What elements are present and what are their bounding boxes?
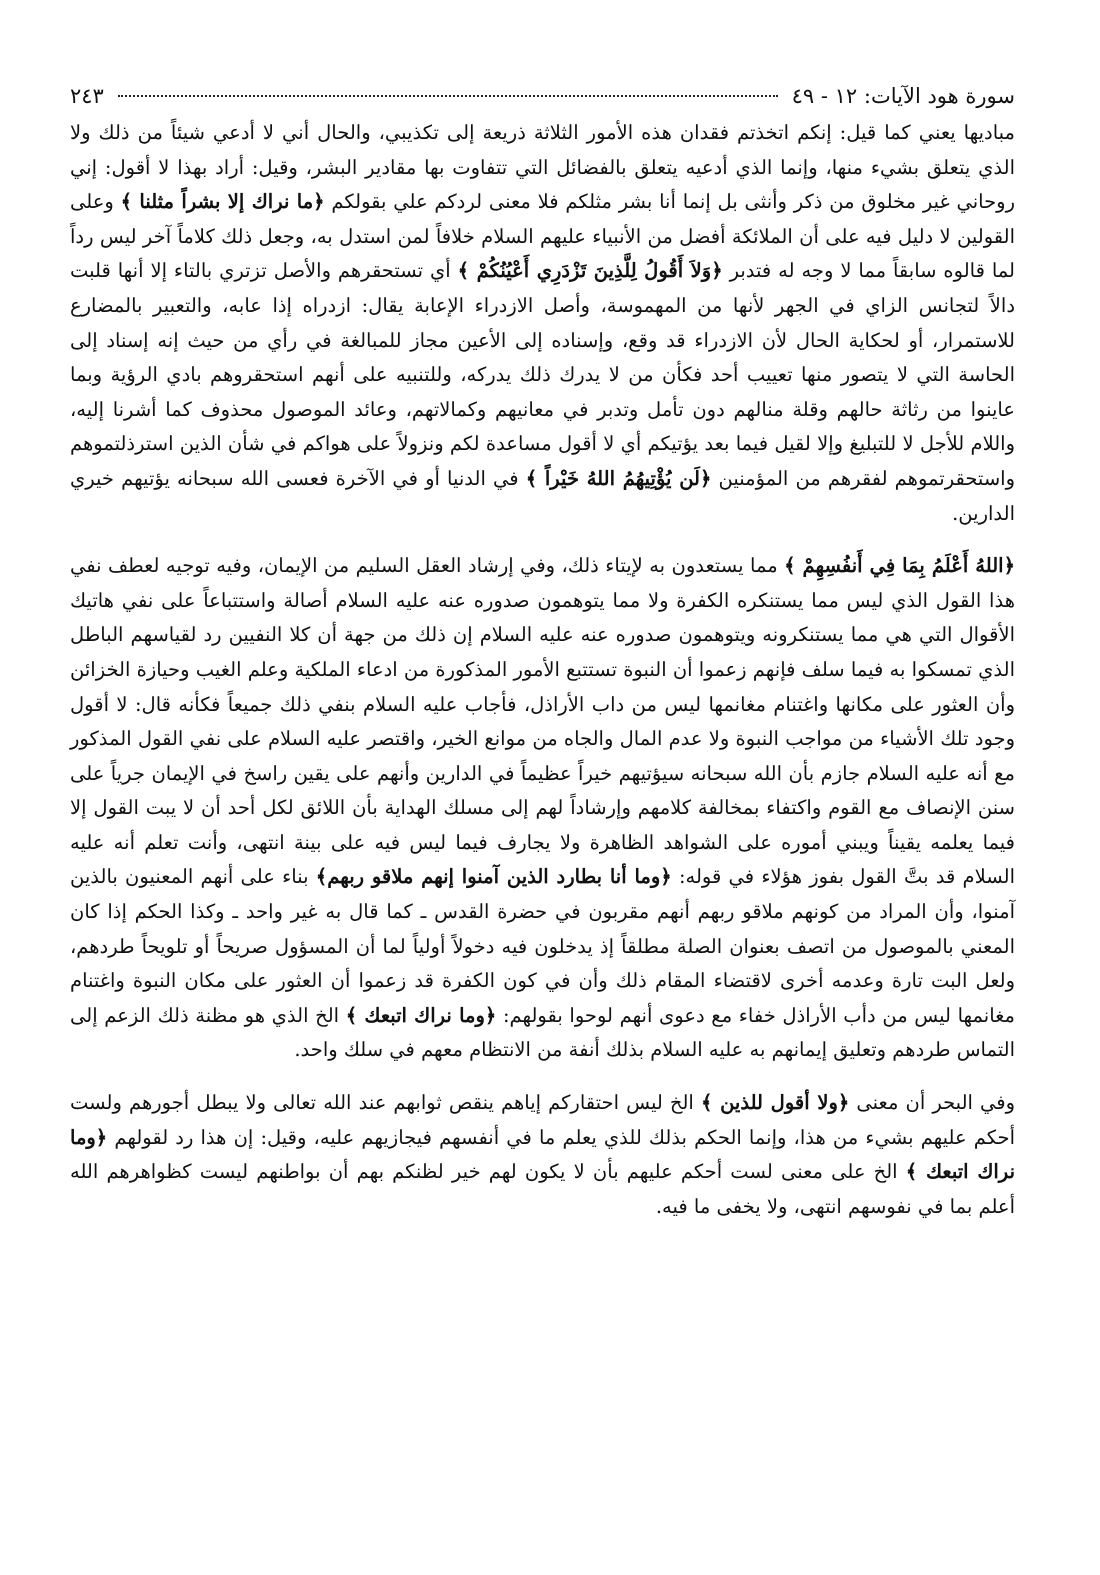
page-number: ٢٤٣ bbox=[70, 84, 104, 108]
text-run: الخ على معنى لست أحكم عليهم بأن لا يكون لهم خير لظنكم بهم أن بواطنهم ليست كظواهرهم الله أعلم بما في نفوسهم انتهى، ولا يخفى ما فيه. bbox=[70, 1160, 1015, 1218]
dotted-leader bbox=[118, 95, 778, 97]
page bbox=[70, 82, 1015, 1224]
surah-title: سورة هود الآيات: ١٢ - ٤٩ bbox=[791, 84, 1015, 108]
quran-quote: ﴿وما نراك اتبعك ﴾ bbox=[345, 1003, 497, 1027]
paragraph bbox=[70, 116, 1015, 531]
quran-quote: ﴿ولا أقول للذين ﴾ bbox=[700, 1091, 850, 1115]
paragraph bbox=[70, 549, 1015, 1068]
quran-quote: ﴿وَلاَ أَقُولُ لِلَّذِينَ تَزْدَرِي أَعْيُنُكُمْ ﴾ bbox=[457, 259, 723, 283]
text-run: مما يستعدون به لإيتاء ذلك، وفي إرشاد العقل السليم من الإيمان، وفيه توجيه لعطف نفي هذا القول الذي ليس مما يستنكره الكفرة ولا مما يتوهمون صدوره عنه عليه السلام أصالة واستتباعاً على نفي هاتيك الأقوال التي هي مما يستنكرونه ويتوهمون صدوره عنه عليه السلام إن ذلك من جهة أن كلا النفيين رد لقياسهم الباطل الذي تمسكوا به فيما سلف فإنهم زعموا أن النبوة تستتبع الأمور المذكورة من ادعاء الملكية وعلم الغيب وحيازة الخزائن وأن العثور على مكانها واغتنام مغانمها ليس من داب الأراذل، فأجاب عليه السلام بنفي ذلك جميعاً فكأنه قال: لا أقول وجود تلك الأشياء من مواجب النبوة ولا عدم المال والجاه من موانع الخير، واقتصر عليه السلام على نفي القول المذكور مع أنه عليه السلام جازم بأن الله سبحانه سيؤتيهم خيراً عظيماً في الدارين وأنهم على يقين راسخ في الإيمان جرياً على سنن الإنصاف مع القوم واكتفاء بمخالفة كلامهم وإرشاداً لهم إلى مسلك الهداية بأن اللائق لكل أحد أن لا يبت القول إلا فيما يعلمه يقيناً ويبني أموره على الشواهد الظاهرة ولا يجارف فيما ليس فيه على بينة انتهى، وأنت تعلم أنه عليه السلام قد بتَّ القول بفوز هؤلاء في قوله: bbox=[70, 554, 1016, 889]
text-run: الخ ليس احتقاركم إياهم ينقص ثوابهم عند الله تعالى ولا يبطل أجورهم ولست أحكم عليهم بشيء من هذا، وإنما الحكم بذلك للذي يعلم ما في أنفسهم فيجازيهم عليه، وقيل: إن هذا رد لقولهم bbox=[70, 1091, 1015, 1149]
quran-quote: ﴿وما نراك اتبعك ﴾ bbox=[70, 1125, 1015, 1184]
text-run: وفي البحر أن معنى bbox=[849, 1091, 1016, 1115]
quran-quote: ﴿اللهُ أَعْلَمُ بِمَا فِي أَنفُسِهِمْ ﴾ bbox=[784, 554, 1015, 578]
page-header bbox=[70, 82, 1015, 110]
quran-quote: ﴿ما نراك إلا بشراً مثلنا ﴾ bbox=[120, 190, 325, 214]
text-run: مباديها يعني كما قيل: إنكم اتخذتم فقدان هذه الأمور الثلاثة ذريعة إلى تكذيبي، والحال أني لا أدعي شيئاً من ذلك ولا الذي يتعلق بشيء منها، وإنما الذي أدعيه يتعلق بالفضائل التي تتفاوت بها مقادير البشر، وقيل: أراد بهذا لا أقول: إني روحاني غير مخلوق من ذكر وأنثى بل إنما أنا بشر مثلكم فلا معنى لردكم علي بقولكم bbox=[70, 121, 1016, 214]
text-run: وعلى القولين لا دليل فيه على أن الملائكة أفضل من الأنبياء عليهم السلام خلافاً لمن استدل به، وجعل ذلك كلاماً آخر ليس رداً لما قالوه سابقاً مما لا وجه له فتدبر bbox=[70, 190, 1015, 283]
quran-quote: ﴿وما أنا بطارد الذين آمنوا إنهم ملاقو ربهم﴾ bbox=[315, 865, 672, 889]
paragraph bbox=[70, 1086, 1015, 1224]
text-run: أي تستحقرهم والأصل تزتري بالتاء إلا أنها قلبت دالاً لتجانس الزاي في الجهر لأنها من المهموسة، وأصل الازدراء الإعابة يقال: ازدراه إذا عابه، والتعبير بالمضارع للاستمرار، أو لحكاية الحال لأن الازدراء قد وقع، وإسناده إلى الأعين مجاز للمبالغة في رأي من حيث إنه إسناد إلى الحاسة التي لا يتصور منها تعييب أحد فكأن من لا يدرك ذلك يدركه، وللتنبيه على أنهم استحقروهم بادي الرؤية وبما عاينوا من رثاثة حالهم وقلة منالهم دون تأمل وتدبر في معانيهم وكمالاتهم، وعائد الموصول محذوف كما أشرنا إليه، واللام للأجل لا للتبليغ وإلا لقيل فيما بعد يؤتيكم أي لا أقول مساعدة لكم ونزولاً على هواكم في شأن الذين استرذلتموهم واستحقرتموهم لفقرهم من المؤمنين bbox=[70, 259, 1015, 490]
text-run: في الدنيا أو في الآخرة فعسى الله سبحانه يؤتيهم خيري الدارين. bbox=[70, 466, 1015, 525]
text-run: الخ الذي هو مظنة ذلك الزعم إلى التماس طردهم وتعليق إيمانهم به عليه السلام بذلك أنفة من الانتظام معهم في سلك واحد. bbox=[70, 1003, 1015, 1062]
body-text bbox=[70, 116, 1015, 1224]
text-run: بناء على أنهم المعنيون بالذين آمنوا، وأن المراد من كونهم ملاقو ربهم أنهم مقربون في حضرة القدس ـ كما قال به غير واحد ـ وكذا الحكم إذا كان المعني بالموصول من اتصف بعنوان الصلة مطلقاً إذ يدخلون فيه دخولاً أولياً لما أن المسؤول صريحاً أو تلويحاً طردهم، ولعل البت تارة وعدمه أخرى لاقتضاء المقام ذلك وأن في كون الكفرة قد زعموا أن العثور على مكان النبوة واغتنام مغانمها ليس من دأب الأراذل خفاء مع دعوى أنهم لوحوا بقولهم: bbox=[70, 865, 1015, 1027]
quran-quote: ﴿لَن يُؤْتِيهُمُ اللهُ خَيْراً ﴾ bbox=[525, 466, 712, 490]
